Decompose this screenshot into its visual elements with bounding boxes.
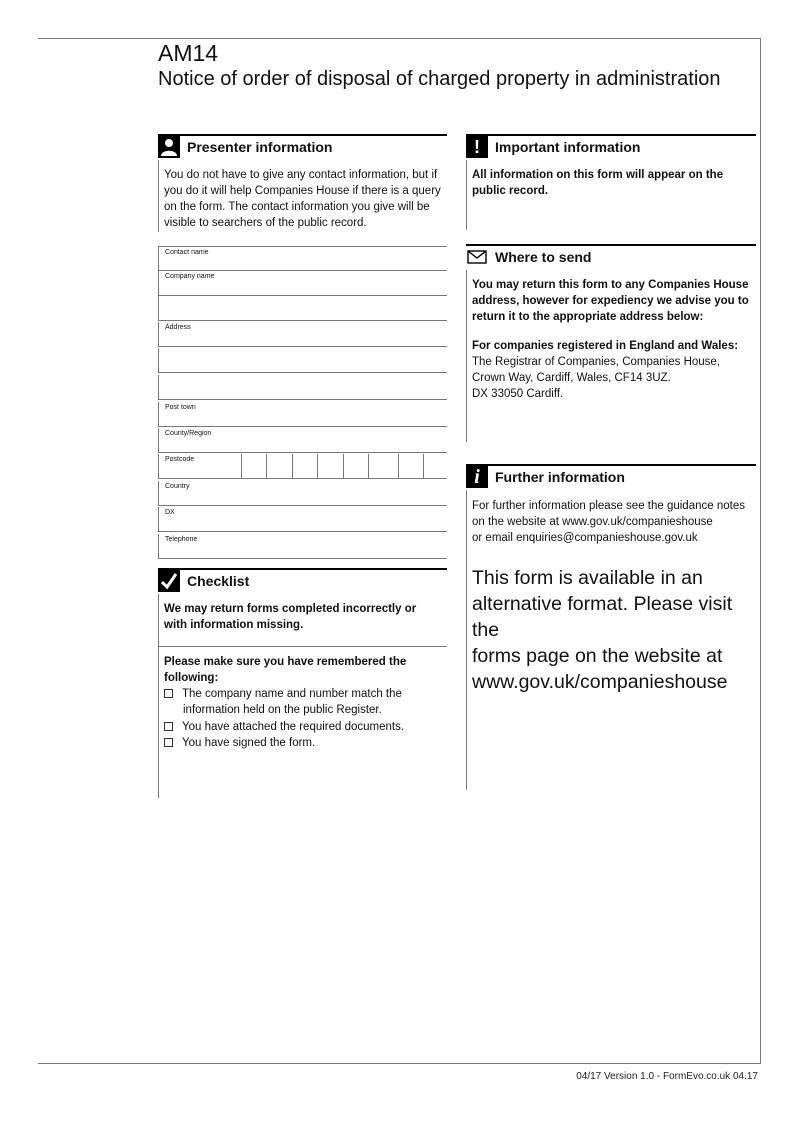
- checklist-item[interactable]: You have attached the required documents.: [164, 719, 404, 735]
- postcode-char-box[interactable]: [317, 454, 341, 479]
- where-rule: [466, 270, 467, 442]
- checkbox[interactable]: [164, 722, 173, 731]
- postcode-field[interactable]: Postcode: [158, 454, 447, 479]
- checklist-heading: [158, 568, 447, 592]
- address-field[interactable]: Address: [158, 322, 447, 347]
- postcode-char-box[interactable]: [423, 454, 447, 479]
- exclamation-icon: !: [466, 136, 488, 158]
- postcode-char-box[interactable]: [266, 454, 290, 479]
- presenter-intro: You do not have to give any contact information, but if you do it will help Companies House if there is a query on the form. The contact information you give will be visible to searchers of the public record.: [164, 169, 441, 229]
- where-intro: You may return this form to any Companies House address, however for expediency we advise you to return it to the appropriate address below:: [472, 279, 749, 323]
- important-rule: [466, 160, 467, 230]
- important-heading-label: Important information: [495, 139, 641, 155]
- alternative-format-notice: This form is available in an alternative format. Please visit the forms page on the website at www.gov.uk/companieshouse: [472, 567, 733, 693]
- where-heading-label: Where to send: [495, 249, 592, 265]
- checklist-reminder: Please make sure you have remembered the following:: [164, 656, 407, 684]
- further-heading-label: Further information: [495, 469, 625, 485]
- postcode-char-box[interactable]: [241, 454, 265, 479]
- envelope-icon: [466, 246, 488, 268]
- info-icon: i: [466, 466, 488, 488]
- postcode-char-box[interactable]: [343, 454, 367, 479]
- checkbox[interactable]: [164, 689, 173, 698]
- person-icon: [158, 136, 180, 158]
- checklist-item[interactable]: You have signed the form.: [164, 735, 315, 751]
- address-field-line2[interactable]: [158, 348, 447, 373]
- postcode-char-box[interactable]: [368, 454, 392, 479]
- further-heading: [466, 464, 756, 488]
- form-code: AM14: [158, 40, 219, 66]
- presenter-rule: [158, 160, 159, 232]
- dx-field[interactable]: DX: [158, 507, 447, 532]
- checklist-item[interactable]: The company name and number match the information held on the public Register.: [164, 686, 402, 718]
- important-heading: [466, 134, 756, 158]
- where-address: For companies registered in England and Wales: The Registrar of Companies, Companies House, Crown Way, Cardiff, Wales, CF14 3UZ. DX 33050 Cardiff.: [472, 340, 739, 400]
- company-name-field-line2[interactable]: [158, 296, 447, 321]
- checklist-rule: [158, 594, 159, 798]
- further-rule: [466, 490, 467, 790]
- checklist-heading-label: Checklist: [187, 573, 250, 589]
- contact-name-field[interactable]: Contact name: [158, 246, 447, 271]
- where-heading: [466, 244, 756, 268]
- checkbox[interactable]: [164, 738, 173, 747]
- county-field[interactable]: County/Region: [158, 428, 447, 453]
- form-title: Notice of order of disposal of charged property in administration: [158, 68, 721, 90]
- footer-version: 04/17 Version 1.0 - FormEvo.co.uk 04.17: [576, 1071, 758, 1082]
- important-text: All information on this form will appear on the public record.: [472, 169, 724, 197]
- checklist-warning: We may return forms completed incorrectly or with information missing.: [164, 603, 417, 631]
- postcode-char-box[interactable]: [292, 454, 316, 479]
- presenter-heading: [158, 134, 447, 158]
- company-name-field[interactable]: Company name: [158, 271, 447, 296]
- country-field[interactable]: Country: [158, 481, 447, 506]
- checkmark-icon: [158, 570, 180, 592]
- address-field-line3[interactable]: [158, 375, 447, 400]
- telephone-field[interactable]: Telephone: [158, 534, 447, 559]
- presenter-heading-label: Presenter information: [187, 139, 333, 155]
- further-text: For further information please see the guidance notes on the website at www.gov.uk/companieshouse or email enquiries@companieshouse.gov.uk: [472, 500, 745, 544]
- checklist-divider: [158, 646, 447, 647]
- postcode-char-box[interactable]: [398, 454, 422, 479]
- post-town-field[interactable]: Post town: [158, 402, 447, 427]
